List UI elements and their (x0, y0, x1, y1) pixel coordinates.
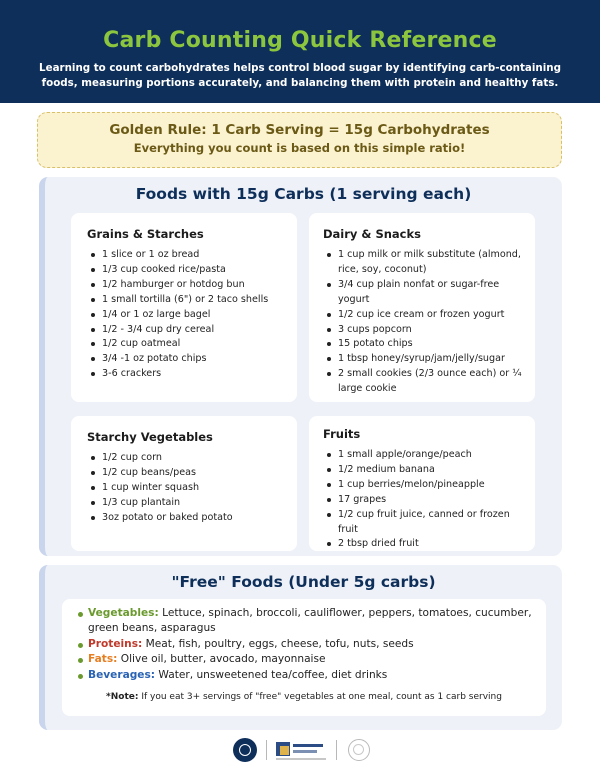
page-title: Carb Counting Quick Reference (103, 28, 497, 53)
category-label: Fats: (88, 653, 118, 666)
free-item-beverages (74, 668, 534, 683)
list-item: 1/2 hamburger or hotdog bun (87, 278, 283, 293)
list-item: 1/2 - 3/4 cup dry cereal (87, 323, 283, 338)
free-foods-title: "Free" Foods (Under 5g carbs) (171, 573, 436, 591)
list-item: 3 cups popcorn (323, 323, 525, 338)
category-text: Olive oil, butter, avocado, mayonnaise (117, 653, 326, 666)
dairy-card (309, 213, 535, 402)
list-item: 15 potato chips (323, 337, 525, 352)
list-item: 2 small cookies (2/3 ounce each) or ¼ large cookie (323, 367, 525, 397)
list-item: 1/2 medium banana (323, 463, 525, 478)
category-text: Lettuce, spinach, broccoli, cauliflower, peppers, tomatoes, cucumber, green beans, asparagus (88, 607, 532, 635)
divider (336, 740, 337, 760)
partner-logo (276, 740, 328, 760)
category-text: Meat, fish, poultry, eggs, cheese, tofu, nuts, seeds (142, 637, 414, 650)
dairy-list (323, 248, 525, 397)
category-text: Water, unsweetened tea/coffee, diet drinks (155, 668, 388, 681)
note-text: If you eat 3+ servings of "free" vegetables at one meal, count as 1 carb serving (138, 692, 502, 703)
list-item: 1 cup milk or milk substitute (almond, rice, soy, coconut) (323, 248, 525, 278)
divider (266, 740, 267, 760)
starchy-title: Starchy Vegetables (87, 430, 213, 444)
grains-card (71, 213, 297, 402)
fruits-card (309, 416, 535, 551)
starchy-list (87, 451, 283, 526)
dairy-title: Dairy & Snacks (323, 227, 421, 241)
free-foods-card (62, 599, 546, 716)
fruits-list (323, 448, 525, 552)
category-label: Proteins: (88, 637, 143, 650)
list-item: 1/2 cup corn (87, 451, 283, 466)
list-item: 1/3 cup cooked rice/pasta (87, 263, 283, 278)
list-item: 1 small apple/orange/peach (323, 448, 525, 463)
free-item-vegetables (74, 606, 534, 637)
free-item-proteins (74, 637, 534, 652)
category-label: Vegetables: (88, 607, 159, 619)
free-foods-list (74, 606, 534, 683)
golden-rule-subtitle: Everything you count is based on this simple ratio! (133, 141, 466, 155)
category-label: Beverages: (88, 668, 156, 681)
list-item: 1/2 cup beans/peas (87, 466, 283, 481)
list-item: 3/4 -1 oz potato chips (87, 352, 283, 367)
grains-list (87, 248, 283, 382)
page-subtitle: Learning to count carbohydrates helps control blood sugar by identifying carb-containing foods, measuring portions accurately, and balancing them with protein and healthy fats. (39, 62, 561, 89)
free-item-fats (74, 652, 534, 667)
list-item: 1 slice or 1 oz bread (87, 248, 283, 263)
list-item: 3/4 cup plain nonfat or sugar-free yogurt (323, 278, 525, 308)
golden-rule-box (37, 112, 562, 168)
free-foods-panel (39, 565, 562, 730)
circle-seal-logo (233, 738, 257, 762)
list-item: 1 cup berries/melon/pineapple (323, 478, 525, 493)
golden-rule-title: Golden Rule: 1 Carb Serving = 15g Carbohydrates (109, 122, 490, 138)
list-item: 1 small tortilla (6") or 2 taco shells (87, 293, 283, 308)
wellness-logo (348, 739, 370, 761)
grains-title: Grains & Starches (87, 227, 204, 241)
list-item: 3oz potato or baked potato (87, 511, 283, 526)
foods-15g-panel (39, 177, 562, 556)
list-item: 3-6 crackers (87, 367, 283, 382)
list-item: 1/4 or 1 oz large bagel (87, 308, 283, 323)
list-item: 1 cup winter squash (87, 481, 283, 496)
starchy-card (71, 416, 297, 551)
foods-15g-title: Foods with 15g Carbs (1 serving each) (135, 185, 472, 203)
note-label: *Note: (106, 692, 139, 703)
list-item: 1 tbsp honey/syrup/jam/jelly/sugar (323, 352, 525, 367)
footer-logos (0, 736, 600, 764)
list-item: 17 grapes (323, 493, 525, 508)
fruits-title: Fruits (323, 427, 361, 441)
list-item: 2 tbsp dried fruit (323, 537, 525, 552)
list-item: 1/2 cup fruit juice, canned or frozen fruit (323, 508, 525, 538)
list-item: 1/2 cup ice cream or frozen yogurt (323, 308, 525, 323)
free-foods-note (74, 692, 534, 702)
header-banner (0, 0, 600, 103)
list-item: 1/3 cup plantain (87, 496, 283, 511)
list-item: 1/2 cup oatmeal (87, 337, 283, 352)
